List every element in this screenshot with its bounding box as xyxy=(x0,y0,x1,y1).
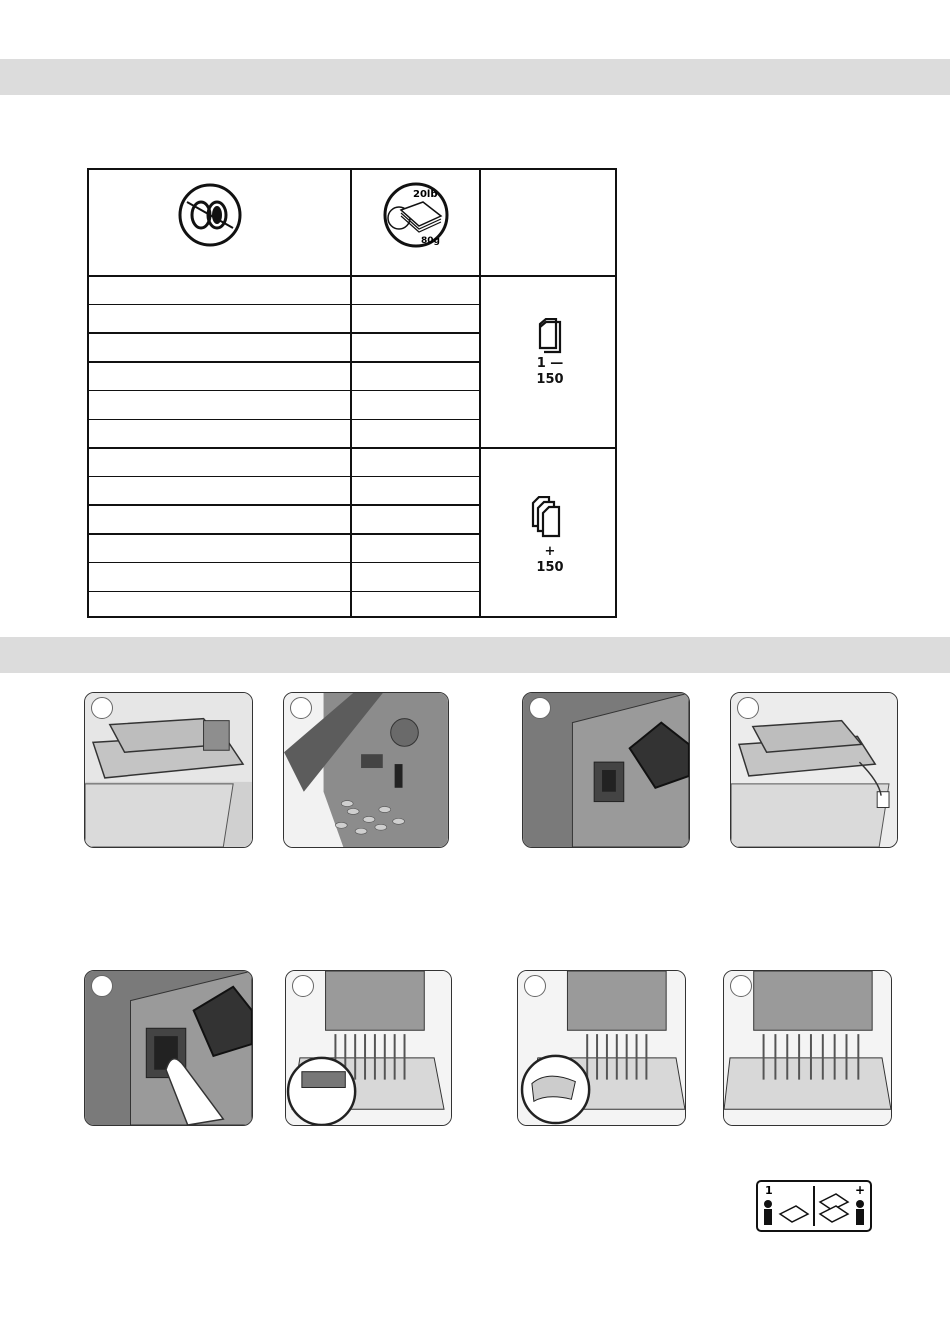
table-row-line xyxy=(89,304,479,306)
paper-weight-lb-label: 20lb xyxy=(413,189,438,200)
usage-icon-plus-label: + xyxy=(855,1183,866,1197)
illustration-lever-detail xyxy=(517,970,686,1126)
table-header-divider xyxy=(89,275,615,277)
table-row-line xyxy=(89,390,479,392)
table-column-divider xyxy=(479,170,481,616)
illustration-power-switch-press xyxy=(84,970,253,1126)
table-row-line xyxy=(89,504,479,506)
usage-icon-one-label: 1 xyxy=(765,1184,773,1197)
section-header-band-2 xyxy=(0,637,950,673)
step-number-badge xyxy=(91,975,113,997)
step-number-badge xyxy=(737,697,759,719)
one-person-vs-multiple-users-icon xyxy=(756,1180,872,1232)
table-group-divider xyxy=(89,447,615,449)
table-row-line xyxy=(89,419,479,421)
step-number-badge xyxy=(730,975,752,997)
table-column-divider xyxy=(350,170,352,616)
illustration-power-cord-plug xyxy=(522,692,690,848)
illustration-punch-waste-tray xyxy=(283,692,449,848)
sheet-range-plus-150: + 150 xyxy=(536,544,564,575)
step-number-badge xyxy=(524,975,546,997)
step-number-badge xyxy=(292,975,314,997)
table-row-line xyxy=(89,562,479,564)
multi-sheet-stack-icon xyxy=(531,496,567,540)
table-row-line xyxy=(89,361,479,363)
specification-table xyxy=(87,168,617,618)
table-row-line xyxy=(89,533,479,535)
paper-weight-g-label: 80g xyxy=(421,236,440,246)
paper-weight-icon xyxy=(383,180,449,250)
single-sheet-stack-icon xyxy=(537,318,563,356)
step-number-badge xyxy=(290,697,312,719)
step-number-badge xyxy=(529,697,551,719)
table-row-line xyxy=(89,476,479,478)
sheet-range-1-150: 1 — 150 xyxy=(536,356,564,387)
illustration-machine-plugged-in xyxy=(730,692,898,848)
table-row-line xyxy=(89,591,479,593)
illustration-machine-on-table xyxy=(84,692,253,848)
section-header-band-1 xyxy=(0,59,950,95)
binding-element-icon xyxy=(177,182,243,248)
table-row-line xyxy=(89,332,479,334)
step-number-badge xyxy=(91,697,113,719)
illustration-comb-loaded xyxy=(723,970,892,1126)
illustration-open-lid-detail xyxy=(285,970,452,1126)
